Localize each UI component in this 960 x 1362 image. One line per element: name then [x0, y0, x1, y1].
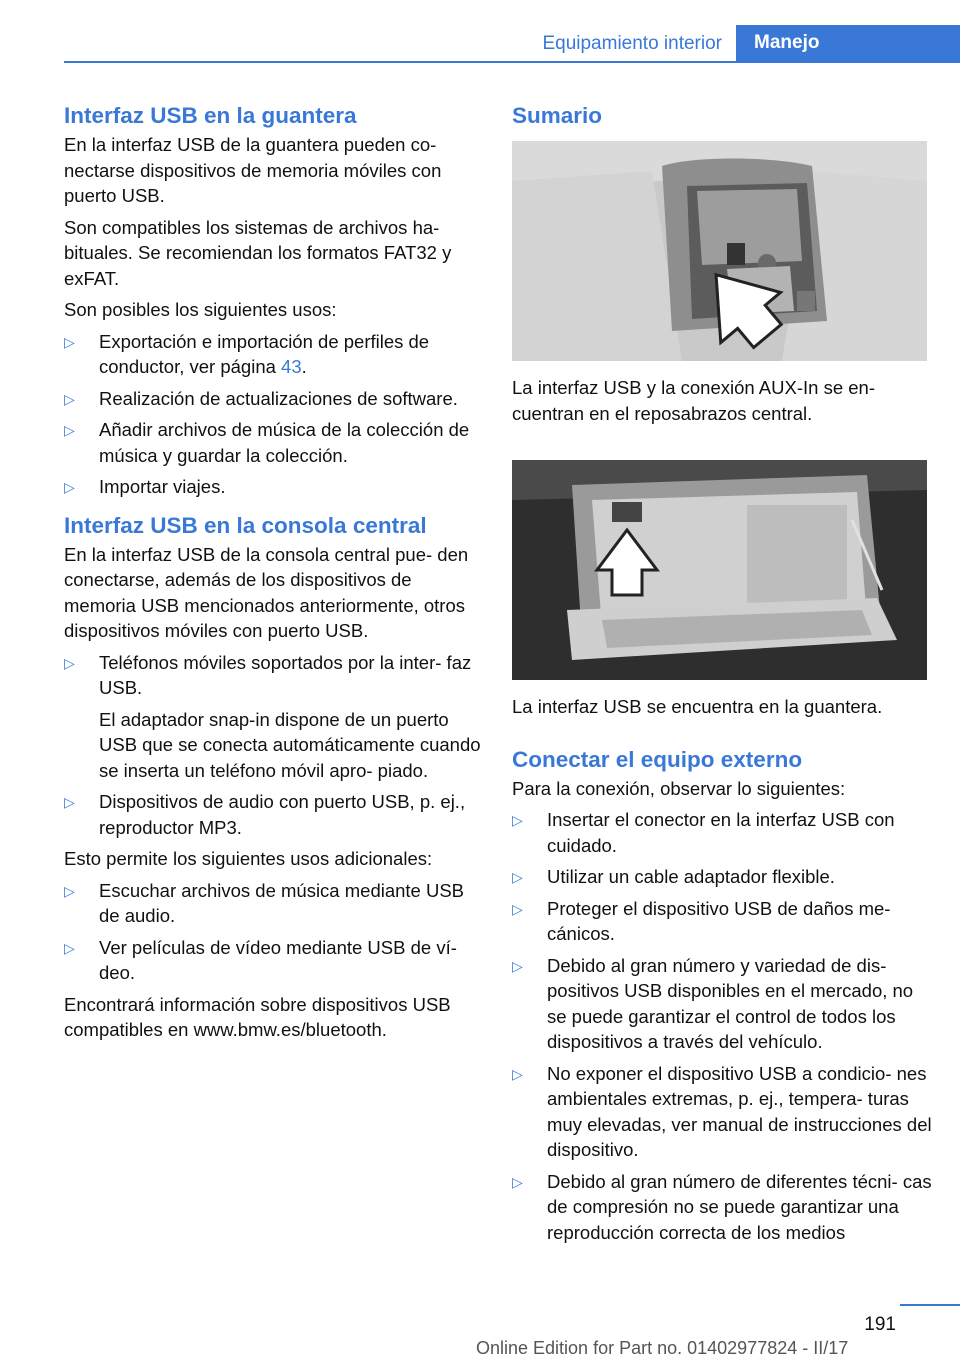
list-item-text: Debido al gran número de diferentes técni‐ cas de compresión no se puede garantizar una reproducción correcta de los medios — [547, 1170, 932, 1243]
list-item — [512, 953, 932, 1055]
list-item — [512, 1061, 932, 1163]
figure-caption: La interfaz USB se encuentra en la guantera. — [512, 696, 883, 717]
paragraph: Para la conexión, observar lo siguientes: — [512, 777, 846, 799]
triangle-bullet-icon: ▷ — [64, 882, 75, 899]
list-item — [64, 650, 482, 784]
list-item-text: Realización de actualizaciones de software. — [99, 387, 458, 409]
list-item — [64, 789, 482, 840]
paragraph: Son compatibles los sistemas de archivos ha‐ bituales. Se recomiendan los formatos FAT32 y exFAT. — [64, 216, 452, 289]
footer-rule — [900, 1304, 960, 1306]
triangle-bullet-icon: ▷ — [512, 1065, 523, 1082]
list-item-text: Escuchar archivos de música mediante USB de audio. — [99, 879, 465, 926]
list-item — [64, 935, 482, 986]
list-item — [512, 864, 932, 890]
right-column — [512, 100, 932, 1251]
figure-caption: La interfaz USB y la conexión AUX-In se en‐ cuentran en el reposabrazos central. — [512, 377, 875, 424]
uses-list — [64, 329, 482, 500]
glovebox-usb-photo — [512, 460, 927, 680]
heading-usb-console: Interfaz USB en la consola central — [64, 512, 427, 538]
page-number: 191 — [864, 1314, 896, 1335]
list-item — [512, 807, 932, 858]
heading-connect-external: Conectar el equipo externo — [512, 746, 803, 772]
header-section-title: Equipamiento interior — [542, 33, 722, 54]
list-item — [64, 417, 482, 468]
list-item-text: Teléfonos móviles soportados por la inter‐ faz USB. — [99, 651, 472, 698]
list-item-text: Insertar el conector en la interfaz USB con cuidado. — [547, 809, 895, 856]
list-item-text: . — [301, 356, 307, 377]
heading-summary: Sumario — [512, 103, 603, 128]
armrest-usb-photo — [512, 141, 927, 361]
list-item-text: Importar viajes. — [99, 476, 226, 497]
list-item-text: Dispositivos de audio con puerto USB, p. ej., reproductor MP3. — [99, 791, 466, 838]
list-item-text: Proteger el dispositivo USB de daños me‐ cánicos. — [547, 897, 891, 944]
left-column — [64, 100, 482, 1049]
triangle-bullet-icon: ▷ — [64, 333, 75, 350]
list-item — [64, 474, 482, 500]
list-item-subparagraph: El adaptador snap-in dispone de un puerto USB que se conecta automáticamente cuando se inserta un teléfono móvil apro‐ piado. — [99, 708, 481, 781]
devices-list — [64, 650, 482, 841]
list-item — [512, 1169, 932, 1246]
triangle-bullet-icon: ▷ — [512, 900, 523, 917]
header-chapter-tab: Manejo — [736, 25, 960, 63]
heading-usb-glovebox: Interfaz USB en la guantera — [64, 103, 357, 128]
triangle-bullet-icon: ▷ — [64, 794, 75, 810]
paragraph: En la interfaz USB de la guantera pueden co‐ nectarse dispositivos de memoria móviles con puerto USB. — [64, 134, 442, 206]
triangle-bullet-icon: ▷ — [512, 812, 523, 828]
paragraph: En la interfaz USB de la consola central pue‐ den conectarse, además de los dispositivos de memoria USB mencionados anteriormente, otros dispositivos móviles con puerto USB. — [64, 543, 469, 641]
edition-note: Online Edition for Part no. 01402977824 - II/17 — [476, 1338, 849, 1358]
triangle-bullet-icon: ▷ — [64, 422, 75, 438]
connection-notes-list — [512, 807, 932, 1245]
list-item — [64, 878, 482, 929]
triangle-bullet-icon: ▷ — [64, 939, 75, 956]
triangle-bullet-icon: ▷ — [512, 957, 523, 974]
list-item — [512, 896, 932, 947]
paragraph: Encontrará información sobre dispositivos USB compatibles en www.bmw.es/bluetooth. — [64, 993, 451, 1040]
list-item-text: Utilizar un cable adaptador flexible. — [547, 866, 835, 887]
list-item-text: Exportación e importación de perfiles de conductor, ver página — [99, 330, 430, 377]
list-item — [64, 329, 482, 380]
list-item-text: Ver películas de vídeo mediante USB de ví‐ deo. — [99, 936, 457, 983]
triangle-bullet-icon: ▷ — [64, 654, 75, 671]
triangle-bullet-icon: ▷ — [64, 390, 75, 407]
paragraph: Son posibles los siguientes usos: — [64, 299, 337, 320]
list-item-text: Debido al gran número y variedad de dis‐ positivos USB disponibles en el mercado, no se puede garantizar el control de todos los dispositivos a través del vehículo. — [547, 954, 914, 1052]
triangle-bullet-icon: ▷ — [512, 869, 523, 885]
list-item-text: No exponer el dispositivo USB a condicio‐ nes ambientales extremas, p. ej., tempera‐ turas muy elevadas, ver manual de instrucciones del dispositivo. — [547, 1062, 932, 1160]
additional-uses-list — [64, 878, 482, 986]
triangle-bullet-icon: ▷ — [64, 479, 75, 495]
triangle-bullet-icon: ▷ — [512, 1173, 523, 1190]
list-item — [64, 386, 482, 412]
list-item-text: Añadir archivos de música de la colección de música y guardar la colección. — [99, 419, 470, 466]
paragraph: Esto permite los siguientes usos adicionales: — [64, 848, 433, 869]
page-link[interactable]: 43 — [281, 356, 302, 377]
